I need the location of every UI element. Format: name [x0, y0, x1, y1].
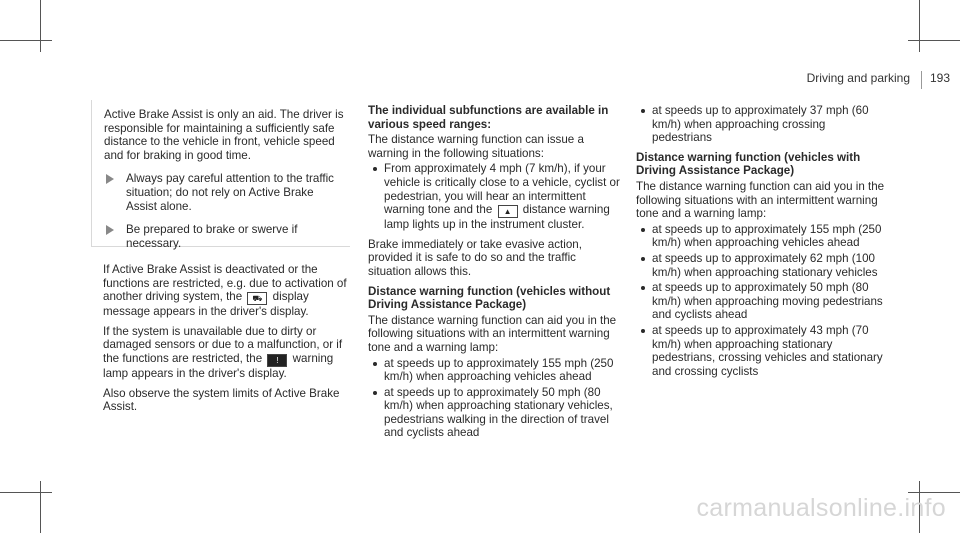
paragraph-text: If the system is unavailable due to dirty or damaged sensors or due to a malfunction, or if the functions are restricted, the: [103, 324, 343, 365]
list-item-text: at speeds up to approximately 37 mph (60 km/h) when approaching crossing pedestrians: [652, 104, 869, 145]
play-arrow-icon: [106, 225, 114, 235]
paragraph: The distance warning function can issue a warning in the following situations:: [368, 133, 584, 160]
bullet-list: [636, 104, 888, 145]
warning-item-text: Be prepared to brake or swerve if necessary.: [126, 223, 298, 250]
section-heading: The individual subfunctions are available in various speed ranges:: [368, 104, 609, 131]
paragraph: [103, 263, 351, 319]
crop-mark: [40, 0, 41, 52]
paragraph-text: display message appears in the driver's display.: [103, 290, 309, 319]
bullet-icon: [373, 391, 377, 395]
paragraph: [103, 325, 351, 381]
list-item: [368, 386, 620, 440]
list-item-text: at speeds up to approximately 50 mph (80 km/h) when approaching moving pedestrians and cyclists ahead: [652, 281, 883, 322]
bullet-list: [636, 223, 888, 379]
column-right: [636, 104, 888, 384]
warning-box: [91, 100, 350, 250]
crop-mark: [919, 0, 920, 52]
paragraph: Brake immediately or take evasive action, provided it is safe to do so and the traffic situation allows this.: [368, 237, 582, 278]
crop-mark: [0, 40, 52, 41]
paragraph: The distance warning function can aid you in the following situations with an intermittent warning tone and a warning lamp:: [636, 179, 885, 221]
bullet-list: [368, 357, 620, 441]
play-arrow-icon: [106, 174, 114, 184]
list-item: [368, 162, 620, 231]
paragraph-text: If Active Brake Assist is deactivated or the functions are restricted, e.g. due to activation of another driving system, the: [103, 263, 347, 304]
column-left: [103, 263, 351, 420]
bullet-list: [368, 162, 620, 231]
watermark: carmanualsonline.info: [696, 494, 946, 522]
list-item-text: at speeds up to approximately 155 mph (250 km/h) when approaching vehicles ahead: [384, 356, 614, 384]
list-item-text: From approximately 4 mph (7 km/h), if your vehicle is critically close to a vehicle, cyclist or pedestrian, you will hear an intermittent warning tone and the: [384, 162, 620, 217]
list-item: [368, 357, 620, 384]
list-item: [636, 252, 888, 279]
warning-item: [104, 223, 344, 250]
list-item-text: at speeds up to approximately 43 mph (70 km/h) when approaching stationary pedestrians, crossing vehicles and stationary and crossing cyclists: [652, 323, 883, 378]
paragraph-text: warning lamp appears in the driver's display.: [103, 351, 334, 380]
warning-item-text: Always pay careful attention to the traffic situation; do not rely on Active Brake Assist alone.: [126, 172, 334, 213]
header-divider: [921, 71, 922, 89]
bullet-icon: [373, 362, 377, 366]
paragraph: Also observe the system limits of Active Brake Assist.: [103, 386, 340, 414]
crop-mark: [0, 492, 52, 493]
bullet-icon: [641, 109, 645, 113]
bullet-icon: [641, 228, 645, 232]
list-item-text: at speeds up to approximately 62 mph (100 km/h) when approaching stationary vehicles: [652, 251, 878, 279]
bullet-icon: [641, 329, 645, 333]
bullet-icon: [641, 257, 645, 261]
list-item-text: at speeds up to approximately 155 mph (250 km/h) when approaching vehicles ahead: [652, 222, 882, 250]
bullet-icon: [641, 286, 645, 290]
list-item: [636, 223, 888, 250]
list-item-text: distance warning lamp lights up in the instrument cluster.: [384, 203, 610, 232]
page-number: 193: [929, 71, 950, 85]
section-title: Driving and parking: [806, 71, 910, 85]
brake-assist-warning-icon: !: [267, 354, 287, 367]
section-heading: Distance warning function (vehicles without Driving Assistance Package): [368, 284, 611, 312]
warning-intro: Active Brake Assist is only an aid. The driver is responsible for maintaining a sufficiently safe distance to the vehicle in front, vehicle speed and for braking in good time.: [104, 108, 344, 162]
list-item: [636, 324, 888, 378]
list-item: [636, 104, 888, 145]
paragraph: The distance warning function can aid you in the following situations with an intermittent warning tone and a warning lamp:: [368, 313, 617, 354]
crop-mark: [40, 481, 41, 533]
list-item-text: at speeds up to approximately 50 mph (80 km/h) when approaching stationary vehicles, pedestrians walking in the direction of travel and cyclists ahead: [384, 385, 613, 440]
distance-warning-lamp-icon: ▲: [498, 205, 518, 218]
brake-assist-off-icon: ⛟: [247, 292, 267, 305]
page-header: [660, 71, 960, 89]
section-heading: Distance warning function (vehicles with Driving Assistance Package): [636, 150, 861, 178]
column-middle: [368, 104, 620, 446]
crop-mark: [908, 40, 960, 41]
bullet-icon: [373, 167, 377, 171]
list-item: [636, 281, 888, 322]
crop-mark: [908, 492, 960, 493]
warning-item: [104, 172, 344, 213]
